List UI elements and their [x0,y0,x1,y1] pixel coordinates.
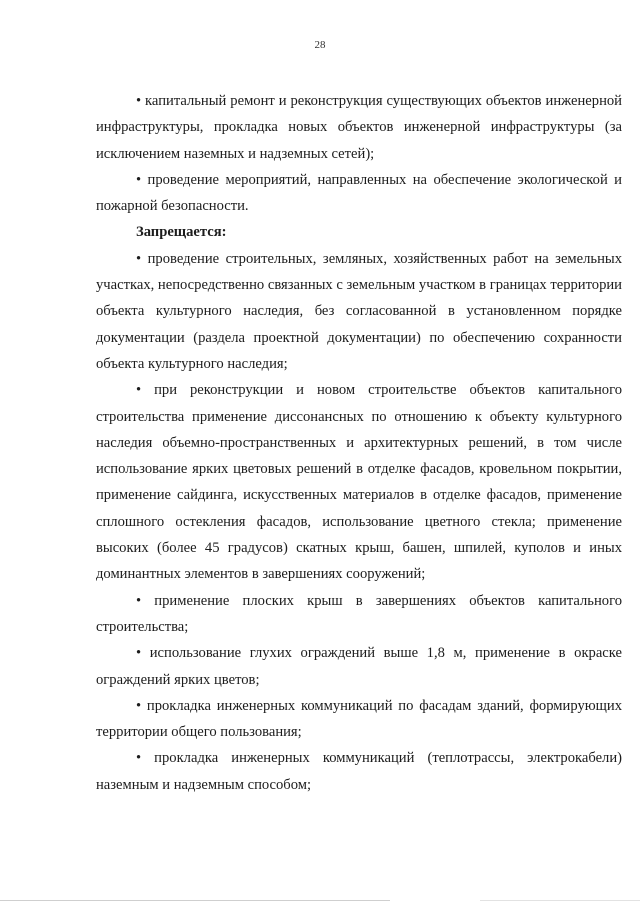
prohibited-item-dissonant-solutions: • при реконструкции и новом строительстве объектов капитального строительства применение диссонансных по отношению к объекту культурного наследия объемно-пространственных и архитектурных решений, в том числе использование ярких цветовых решений в отделке фасадов, кровельном покрытии, применение сайдинга, искусственных материалов в отделке фасадов, применение сплошного остекления фасадов, использование цветного стекла; применение высоких (более 45 градусов) скатных крыш, башен, шпилей, куполов и иных доминантных элементов в завершениях сооружений; [96,382,622,583]
paragraph-safety-measures: • проведение мероприятий, направленных на обеспечение экологической и пожарной безопасности. [96,171,622,215]
prohibited-item-facade-utilities: • прокладка инженерных коммуникаций по фасадам зданий, формирующих территории общего пользования; [96,697,622,741]
paragraph-capital-repair: • капитальный ремонт и реконструкция существующих объектов инженерной инфраструктуры, прокладка новых объектов инженерной инфраструктуры (за исключением наземных и надземных сетей); [96,93,622,162]
prohibited-item-earthworks: • проведение строительных, земляных, хозяйственных работ на земельных участках, непосредственно связанных с земельным участком в границах территории объекта культурного наследия, без согласованной в установленном порядке документации (раздела проектной документации) по обеспечению сохранности объекта культурного наследия; [96,250,622,372]
prohibited-item-overground-utilities: • прокладка инженерных коммуникаций (теплотрассы, электрокабели) наземным и надземным способом; [96,750,622,793]
bottom-scan-edge-right [480,900,640,901]
document-body [96,88,622,798]
prohibited-item-fences: • использование глухих ограждений выше 1,8 м, применение в окраске ограждений ярких цветов; [96,645,622,688]
prohibited-item-flat-roofs: • применение плоских крыш в завершениях объектов капитального строительства; [96,592,622,635]
page-number: 28 [314,39,326,51]
prohibited-heading: Запрещается: [136,224,227,241]
bottom-scan-edge [0,900,390,901]
